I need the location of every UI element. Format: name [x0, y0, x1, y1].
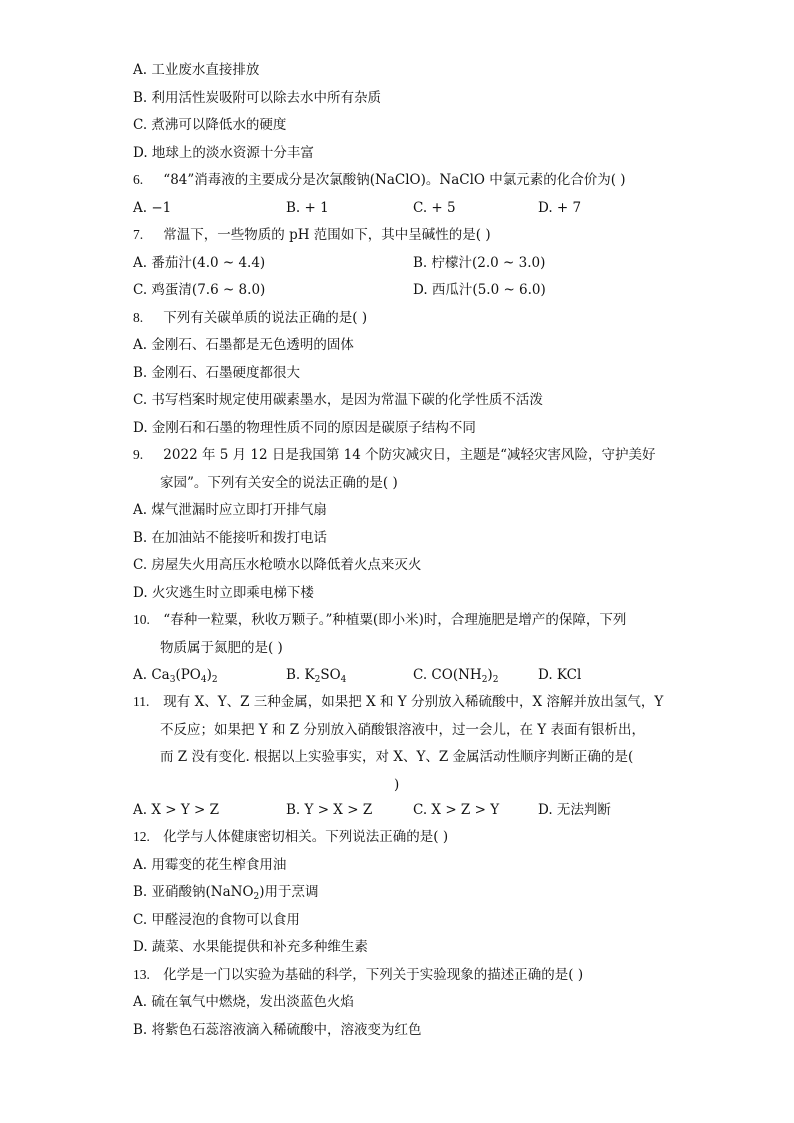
- q10-option-b: B. $K_2SO_4$: [286, 667, 347, 685]
- question-11: [133, 693, 663, 711]
- q7-option-b: B. 柠檬汁(2.0 ~ 3.0): [413, 255, 546, 271]
- q5-option-c: C. 煮沸可以降低水的硬度: [133, 117, 287, 133]
- question-number: 11.: [133, 694, 150, 709]
- question-stem: “84”消毒液的主要成分是次氯酸钠(NaClO)。NaClO 中氯元素的化合价为( ): [163, 172, 626, 188]
- q6-option-a: A. −1: [133, 200, 172, 216]
- question-7: [133, 226, 491, 244]
- q5-option-d: D. 地球上的淡水资源十分丰富: [133, 145, 314, 161]
- question-stem-line-4: ): [394, 777, 400, 793]
- q6-option-b: B. + 1: [286, 200, 329, 216]
- question-stem: 化学与人体健康密切相关。下列说法正确的是( ): [163, 829, 449, 845]
- question-stem-line-1: 现有 X、Y、Z 三种金属，如果把 X 和 Y 分别放入稀硫酸中，X 溶解并放出氢气，Y: [163, 694, 664, 710]
- q12-option-c: C. 甲醛浸泡的食物可以食用: [133, 912, 300, 928]
- q6-option-d: D. + 7: [538, 200, 582, 216]
- q7-option-c: C. 鸡蛋清(7.6 ~ 8.0): [133, 282, 266, 298]
- q13-option-a: A. 硫在氧气中燃烧，发出淡蓝色火焰: [133, 994, 354, 1010]
- question-stem: 下列有关碳单质的说法正确的是( ): [163, 310, 368, 326]
- q5-option-a: A. 工业废水直接排放: [133, 62, 260, 78]
- q9-option-a: A. 煤气泄漏时应立即打开排气扇: [133, 502, 327, 518]
- q13-option-b: B. 将紫色石蕊溶液滴入稀硫酸中，溶液变为红色: [133, 1022, 422, 1038]
- q11-option-b: B. Y > X > Z: [286, 802, 373, 818]
- question-stem-line-2: 不反应；如果把 Y 和 Z 分别放入硝酸银溶液中，过一会儿，在 Y 表面有银析出，: [160, 722, 645, 738]
- q10-option-c: C. $CO(NH_2)_2$: [413, 667, 499, 685]
- q10-option-a: A. $Ca_3(PO_4)_2$: [133, 667, 218, 685]
- question-stem: 常温下，一些物质的 pH 范围如下，其中呈碱性的是( ): [163, 227, 491, 243]
- q11-option-c: C. X > Z > Y: [413, 802, 500, 818]
- question-number: 12.: [133, 829, 150, 844]
- question-8: [133, 309, 367, 327]
- q10-option-d: D. KCl: [538, 667, 582, 683]
- q8-option-d: D. 金刚石和石墨的物理性质不同的原因是碳原子结构不同: [133, 420, 476, 436]
- q8-option-b: B. 金刚石、石墨硬度都很大: [133, 365, 301, 381]
- question-number: 13.: [133, 967, 150, 982]
- question-number: 9.: [133, 447, 144, 462]
- q11-option-d: D. 无法判断: [538, 802, 611, 818]
- q9-option-b: B. 在加油站不能接听和拨打电话: [133, 530, 328, 546]
- q12-option-b: B. 亚硝酸钠(NaNO$_2$)用于烹调: [133, 884, 319, 902]
- question-stem: 化学是一门以实验为基础的科学，下列关于实验现象的描述正确的是( ): [163, 967, 584, 983]
- q9-option-d: D. 火灾逃生时立即乘电梯下楼: [133, 585, 314, 601]
- question-9: [133, 446, 656, 464]
- q12-option-d: D. 蔬菜、水果能提供和补充多种维生素: [133, 939, 368, 955]
- q5-option-b: B. 利用活性炭吸附可以除去水中所有杂质: [133, 90, 382, 106]
- question-number: 8.: [133, 310, 144, 325]
- q12-option-a: A. 用霉变的花生榨食用油: [133, 857, 287, 873]
- question-stem-line-3: 而 Z 没有变化. 根据以上实验事实，对 X、Y、Z 金属活动性顺序判断正确的是(: [160, 749, 634, 765]
- question-number: 7.: [133, 227, 144, 242]
- question-stem-line-2: 家园”。下列有关安全的说法正确的是( ): [160, 475, 398, 491]
- q8-option-c: C. 书写档案时规定使用碳素墨水，是因为常温下碳的化学性质不活泼: [133, 392, 543, 408]
- q7-option-a: A. 番茄汁(4.0 ~ 4.4): [133, 255, 266, 271]
- q6-option-c: C. + 5: [413, 200, 456, 216]
- question-6: [133, 171, 626, 189]
- question-stem-line-1: 2022 年 5 月 12 日是我国第 14 个防灾减灾日，主题是“减轻灾害风险，守护美好: [163, 447, 656, 463]
- question-10: [133, 611, 626, 629]
- question-number: 10.: [133, 612, 150, 627]
- question-number: 6.: [133, 172, 144, 187]
- question-13: [133, 966, 583, 984]
- q7-option-d: D. 西瓜汁(5.0 ~ 6.0): [413, 282, 546, 298]
- q11-option-a: A. X > Y > Z: [133, 802, 220, 818]
- q8-option-a: A. 金刚石、石墨都是无色透明的固体: [133, 337, 354, 353]
- question-stem-line-2: 物质属于氮肥的是( ): [160, 640, 283, 656]
- question-stem-line-1: “春种一粒粟，秋收万颗子。”种植粟(即小米)时，合理施肥是增产的保障，下列: [163, 612, 627, 628]
- q9-option-c: C. 房屋失火用高压水枪喷水以降低着火点来灭火: [133, 557, 422, 573]
- question-12: [133, 828, 448, 846]
